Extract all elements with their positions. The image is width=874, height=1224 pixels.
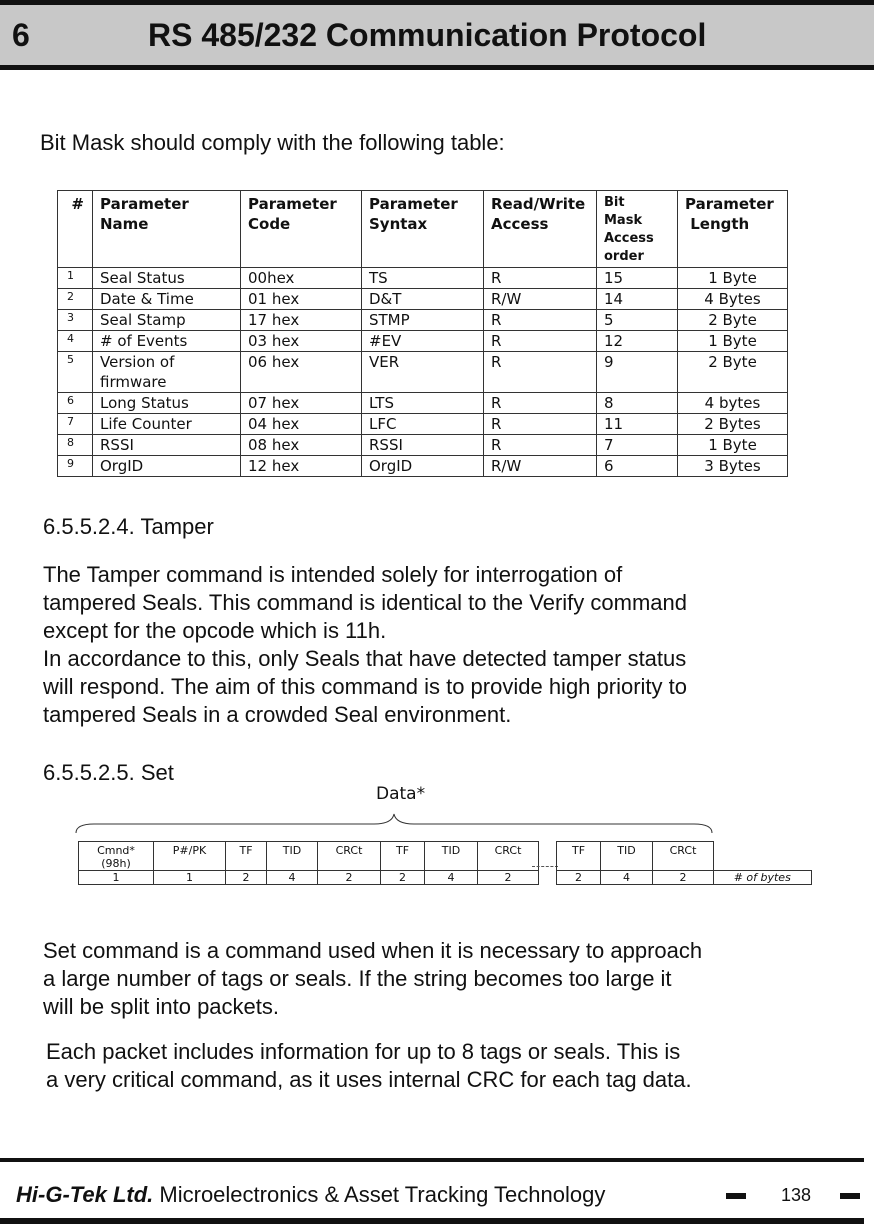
- packet-field-size: 4: [267, 871, 318, 885]
- packet-field-size: 4: [425, 871, 478, 885]
- cell-access: R: [484, 393, 597, 414]
- cell-param-code: 00hex: [241, 268, 362, 289]
- cell-bitmask-order: 11: [597, 414, 678, 435]
- cell-param-syntax: STMP: [362, 310, 484, 331]
- cell-access: R: [484, 268, 597, 289]
- cell-param-syntax: RSSI: [362, 435, 484, 456]
- cell-param-syntax: OrgID: [362, 456, 484, 477]
- cell-param-code: 04 hex: [241, 414, 362, 435]
- col-bitmask-header: Bit Mask Access order: [597, 191, 678, 268]
- set-paragraph-1: Set command is a command used when it is necessary to approach a large number of tags or seals. If the string becomes too large it will be split into packets.: [43, 938, 703, 1019]
- cell-param-syntax: #EV: [362, 331, 484, 352]
- cell-param-name: Seal Status: [93, 268, 241, 289]
- packet-field-name: [714, 842, 812, 871]
- tamper-heading: 6.5.5.2.4. Tamper: [43, 514, 214, 539]
- table-row: [58, 289, 788, 310]
- footer-bar-right: [840, 1193, 860, 1199]
- cell-row-index: 3: [58, 310, 93, 331]
- cell-param-code: 17 hex: [241, 310, 362, 331]
- bit-mask-table: [57, 190, 788, 477]
- cell-row-index: 2: [58, 289, 93, 310]
- tamper-paragraph: The Tamper command is intended solely for interrogation of tampered Seals. This command is identical to the Verify command except for the opcode which is 11h. In accordance to this, only Seals that have detected tamper status will respond. The aim of this command is to provide high priority to tampered Seals in a crowded Seal environment.: [43, 562, 688, 727]
- footer-divider: [0, 1158, 864, 1162]
- packet-field-size: 2: [478, 871, 539, 885]
- cell-param-length: 1 Byte: [678, 268, 788, 289]
- cell-row-index: 1: [58, 268, 93, 289]
- table-row: [58, 414, 788, 435]
- cell-bitmask-order: 8: [597, 393, 678, 414]
- cell-row-index: 6: [58, 393, 93, 414]
- col-access-header: Read/Write Access: [484, 191, 597, 268]
- cell-param-name: OrgID: [93, 456, 241, 477]
- packet-field-size: 1: [79, 871, 154, 885]
- cell-param-length: 4 bytes: [678, 393, 788, 414]
- packet-field-size: 2: [653, 871, 714, 885]
- packet-field-name: TF: [381, 842, 425, 871]
- packet-field-size: 4: [601, 871, 653, 885]
- table-row: [58, 331, 788, 352]
- cell-param-syntax: TS: [362, 268, 484, 289]
- packet-field-size: 2: [557, 871, 601, 885]
- page-number: 138: [781, 1185, 812, 1205]
- set-paragraph-2: Each packet includes information for up to 8 tags or seals. This is a very critical command, as it uses internal CRC for each tag data.: [46, 1039, 692, 1092]
- data-brace-icon: [74, 812, 714, 834]
- footer-company: Hi-G-Tek Ltd.: [16, 1182, 154, 1207]
- cell-param-code: 01 hex: [241, 289, 362, 310]
- packet-field-name: CRCt: [653, 842, 714, 871]
- cell-param-length: 4 Bytes: [678, 289, 788, 310]
- cell-bitmask-order: 12: [597, 331, 678, 352]
- packet-field-size: # of bytes: [714, 871, 812, 885]
- cell-param-code: 06 hex: [241, 352, 362, 393]
- table-row: [58, 393, 788, 414]
- packet-field-name: TID: [267, 842, 318, 871]
- cell-param-name: # of Events: [93, 331, 241, 352]
- col-index-header: #: [58, 191, 93, 268]
- cell-param-code: 03 hex: [241, 331, 362, 352]
- footer-text: [16, 1182, 605, 1208]
- cell-param-syntax: D&T: [362, 289, 484, 310]
- cell-param-length: 2 Byte: [678, 310, 788, 331]
- packet-field-name: Cmnd* (98h): [79, 842, 154, 871]
- cell-param-length: 3 Bytes: [678, 456, 788, 477]
- col-name-header: Parameter Name: [93, 191, 241, 268]
- table-row: [58, 268, 788, 289]
- packet-field-size: 1: [154, 871, 226, 885]
- cell-bitmask-order: 9: [597, 352, 678, 393]
- cell-param-name: Seal Stamp: [93, 310, 241, 331]
- cell-param-code: 08 hex: [241, 435, 362, 456]
- cell-access: R/W: [484, 289, 597, 310]
- col-code-header: Parameter Code: [241, 191, 362, 268]
- intro-text: Bit Mask should comply with the following table:: [40, 130, 505, 155]
- cell-bitmask-order: 15: [597, 268, 678, 289]
- packet-field-name: TF: [226, 842, 267, 871]
- packet-field-name: TF: [557, 842, 601, 871]
- section-number: 6: [12, 17, 30, 53]
- col-length-header: Parameter Length: [678, 191, 788, 268]
- cell-access: R: [484, 352, 597, 393]
- cell-param-syntax: LTS: [362, 393, 484, 414]
- cell-param-length: 2 Bytes: [678, 414, 788, 435]
- cell-bitmask-order: 5: [597, 310, 678, 331]
- packet-diagram-left: [78, 841, 539, 885]
- col-syntax-header: Parameter Syntax: [362, 191, 484, 268]
- cell-param-name: Life Counter: [93, 414, 241, 435]
- section-title: RS 485/232 Communication Protocol: [148, 17, 707, 53]
- cell-param-name: Long Status: [93, 393, 241, 414]
- packet-field-size: 2: [226, 871, 267, 885]
- packet-field-name: TID: [601, 842, 653, 871]
- cell-row-index: 5: [58, 352, 93, 393]
- set-heading: 6.5.5.2.5. Set: [43, 760, 174, 785]
- packet-field-name: TID: [425, 842, 478, 871]
- page-header: [0, 0, 874, 70]
- cell-param-length: 2 Byte: [678, 352, 788, 393]
- cell-row-index: 8: [58, 435, 93, 456]
- footer-bottom-bar: [0, 1218, 864, 1224]
- cell-access: R: [484, 310, 597, 331]
- packet-field-name: P#/PK: [154, 842, 226, 871]
- cell-param-length: 1 Byte: [678, 331, 788, 352]
- cell-param-syntax: VER: [362, 352, 484, 393]
- cell-param-code: 07 hex: [241, 393, 362, 414]
- table-header-row: [58, 191, 788, 268]
- cell-param-syntax: LFC: [362, 414, 484, 435]
- packet-diagram-right: [556, 841, 812, 885]
- table-row: [58, 456, 788, 477]
- cell-param-name: Date & Time: [93, 289, 241, 310]
- cell-bitmask-order: 7: [597, 435, 678, 456]
- cell-access: R: [484, 435, 597, 456]
- cell-row-index: 7: [58, 414, 93, 435]
- cell-param-name: Version of firmware: [93, 352, 241, 393]
- footer-tagline: Microelectronics & Asset Tracking Technology: [153, 1182, 606, 1207]
- table-row: [58, 435, 788, 456]
- table-row: [58, 310, 788, 331]
- cell-access: R: [484, 414, 597, 435]
- cell-access: R/W: [484, 456, 597, 477]
- cell-row-index: 4: [58, 331, 93, 352]
- cell-bitmask-order: 14: [597, 289, 678, 310]
- cell-param-code: 12 hex: [241, 456, 362, 477]
- packet-field-size: 2: [381, 871, 425, 885]
- packet-ellipsis: [532, 866, 558, 867]
- footer-bar-left: [726, 1193, 746, 1199]
- packet-field-name: CRCt: [478, 842, 539, 871]
- cell-param-length: 1 Byte: [678, 435, 788, 456]
- cell-access: R: [484, 331, 597, 352]
- data-label: Data*: [376, 784, 426, 804]
- packet-field-size: 2: [318, 871, 381, 885]
- cell-row-index: 9: [58, 456, 93, 477]
- cell-bitmask-order: 6: [597, 456, 678, 477]
- table-row: [58, 352, 788, 393]
- cell-param-name: RSSI: [93, 435, 241, 456]
- packet-field-name: CRCt: [318, 842, 381, 871]
